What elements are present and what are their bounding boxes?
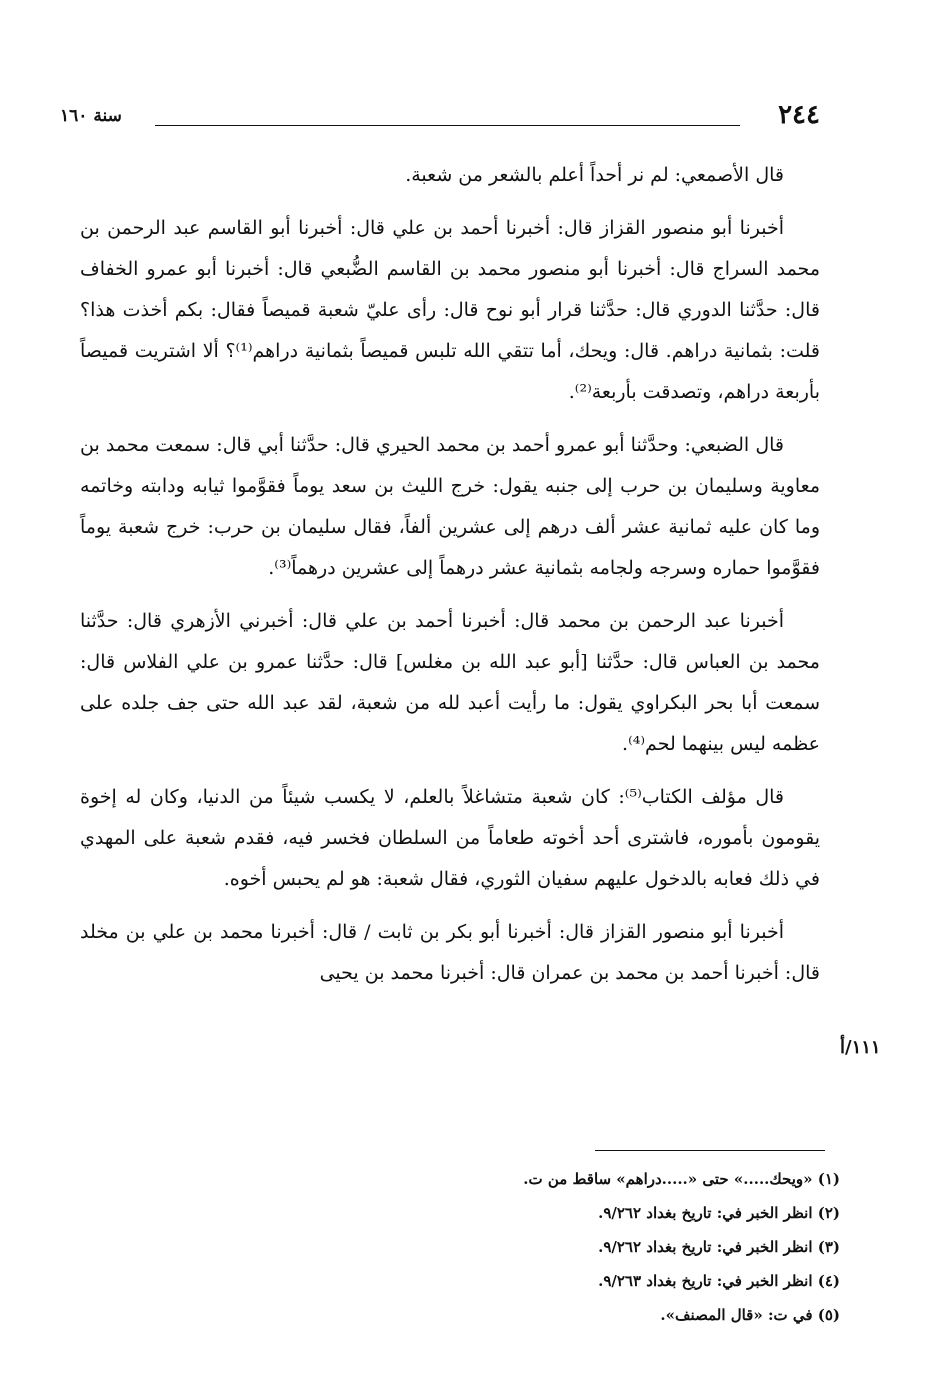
page-header bbox=[60, 100, 820, 140]
footnote: (٢) انظر الخبر في: تاريخ بغداد ٩/٢٦٢. bbox=[598, 1204, 840, 1222]
header-rule bbox=[155, 125, 740, 126]
running-title: سنة ١٦٠ bbox=[60, 106, 122, 126]
footnotes bbox=[300, 1162, 840, 1332]
paragraph: أخبرنا أبو منصور القزاز قال: أخبرنا أحمد بن علي قال: أخبرنا أبو القاسم عبد الرحمن بن محمد السراج قال: أخبرنا أبو منصور محمد بن القاسم الضُّبعي قال: أخبرنا أبو عمرو الخفاف قال: حدَّثنا الدوري قال: حدَّثنا قرار أبو نوح قال: رأى عليّ شعبة قميصاً فقال: بكم أخذت هذا؟ قلت: بثمانية دراهم. قال: ويحك، أما تتقي الله تلبس قميصاً بثمانية دراهم⁽¹⁾؟ ألا اشتريت قميصاً بأربعة دراهم، وتصدقت بأربعة⁽²⁾. bbox=[80, 217, 820, 403]
footnote: (١) «ويحك.....» حتى «.....دراهم» ساقط من ت. bbox=[523, 1170, 840, 1188]
paragraph: أخبرنا أبو منصور القزاز قال: أخبرنا أبو بكر بن ثابت / قال: أخبرنا محمد بن علي بن مخلد قال: أخبرنا أحمد بن محمد بن عمران قال: أخبرنا محمد بن يحيى bbox=[80, 921, 820, 984]
footnote-rule bbox=[595, 1150, 825, 1151]
footnote: (٣) انظر الخبر في: تاريخ بغداد ٩/٢٦٢. bbox=[598, 1238, 840, 1256]
paragraph: قال الضبعي: وحدَّثنا أبو عمرو أحمد بن محمد الحيري قال: حدَّثنا أبي قال: سمعت محمد بن معاوية وسليمان بن حرب إلى جنبه يقول: خرج الليث بن سعد يوماً فقوَّموا ثيابه ودابته وخاتمه وما كان عليه ثمانية عشر ألف درهم إلى عشرين ألفاً، فقال سليمان بن حرب: خرج شعبة يوماً فقوَّموا حماره وسرجه ولجامه بثمانية عشر درهماً إلى عشرين درهماً⁽³⁾. bbox=[80, 434, 820, 579]
paragraph: قال مؤلف الكتاب⁽⁵⁾: كان شعبة متشاغلاً بالعلم، لا يكسب شيئاً من الدنيا، وكان له إخوة يقومون بأموره، فاشترى أحد أخوته طعاماً من السلطان فخسر فيه، فقدم شعبة على المهدي في ذلك فعابه بالدخول عليهم سفيان الثوري، فقال شعبة: هو لم يحبس أخوه. bbox=[80, 786, 820, 890]
main-text bbox=[80, 155, 820, 1006]
paragraph: قال الأصمعي: لم نر أحداً أعلم بالشعر من شعبة. bbox=[405, 164, 784, 186]
footnote: (٤) انظر الخبر في: تاريخ بغداد ٩/٢٦٣. bbox=[598, 1272, 840, 1290]
paragraph: أخبرنا عبد الرحمن بن محمد قال: أخبرنا أحمد بن علي قال: أخبرني الأزهري قال: حدَّثنا محمد بن العباس قال: حدَّثنا [أبو عبد الله بن مغلس] قال: حدَّثنا عمرو بن علي الفلاس قال: سمعت أبا بحر البكراوي يقول: ما رأيت أعبد لله من شعبة، لقد عبد الله حتى جف جلده على عظمه ليس بينهما لحم⁽⁴⁾. bbox=[80, 610, 820, 755]
page-number: ٢٤٤ bbox=[778, 100, 820, 130]
margin-note: ١١١/أ bbox=[840, 1037, 881, 1058]
footnote: (٥) في ت: «قال المصنف». bbox=[660, 1306, 840, 1324]
